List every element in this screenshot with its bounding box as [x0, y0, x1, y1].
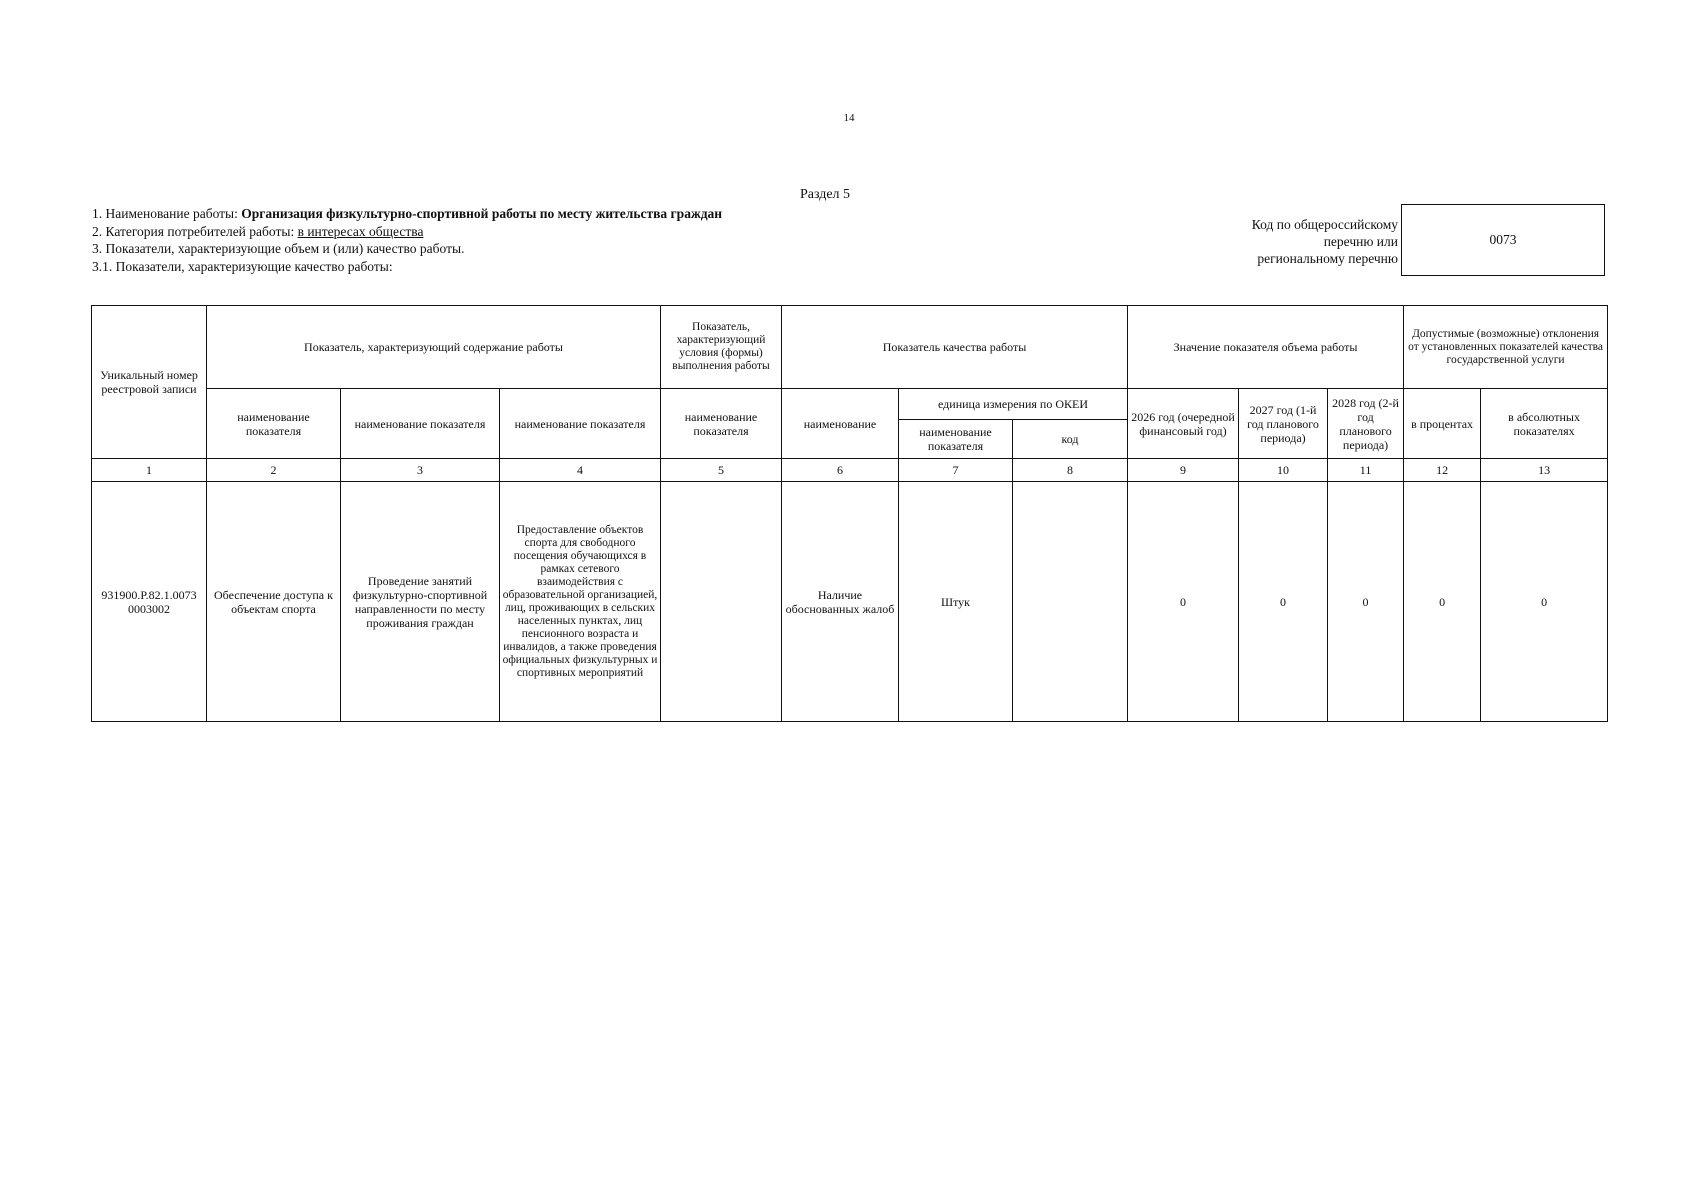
cell-value-2027: 0: [1239, 482, 1328, 722]
work-info: [92, 205, 992, 275]
column-number: 8: [1013, 459, 1128, 482]
column-number: 11: [1328, 459, 1404, 482]
header-value-group: Значение показателя объема работы: [1128, 306, 1404, 389]
column-numbers-row: [92, 459, 1608, 482]
code-label: [1150, 216, 1398, 267]
header-col6: наименование: [782, 389, 899, 459]
column-number: 10: [1239, 459, 1328, 482]
code-label-line-3: региональному перечню: [1257, 251, 1398, 266]
header-quality-group: Показатель качества работы: [782, 306, 1128, 389]
work-name-value: Организация физкультурно-спортивной работы по месту жительства граждан: [241, 206, 723, 221]
code-box: [1401, 204, 1605, 276]
work-name-label: 1. Наименование работы:: [92, 206, 242, 221]
indicators-heading: 3. Показатели, характеризующие объем и (или) качество работы.: [92, 241, 465, 256]
header-col4: наименование показателя: [500, 389, 661, 459]
cell-deviation-absolute: 0: [1481, 482, 1608, 722]
header-col10: 2027 год (1-й год планового периода): [1239, 389, 1328, 459]
cell-indicator5: [661, 482, 782, 722]
cell-value-2028: 0: [1328, 482, 1404, 722]
consumer-category-value: в интересах общества: [297, 223, 424, 239]
column-number: 5: [661, 459, 782, 482]
section-title: Раздел 5: [799, 187, 851, 202]
consumer-category-line: [92, 223, 992, 241]
header-col13: в абсолютных показателях: [1481, 389, 1608, 459]
cell-registry-number: 931900.Р.82.1.0073 0003002: [92, 482, 207, 722]
column-number: 2: [207, 459, 341, 482]
table-row: [92, 482, 1608, 722]
cell-indicator2: Обеспечение доступа к объектам спорта: [207, 482, 341, 722]
column-number: 12: [1404, 459, 1481, 482]
work-name-line: [92, 205, 992, 223]
header-okei: единица измерения по ОКЕИ: [899, 389, 1128, 420]
header-col2: наименование показателя: [207, 389, 341, 459]
column-number: 1: [92, 459, 207, 482]
header-col7: наименование показателя: [899, 420, 1013, 459]
code-label-line-1: Код по общероссийскому: [1251, 217, 1398, 232]
cell-deviation-percent: 0: [1404, 482, 1481, 722]
cell-indicator3: Проведение занятий физкультурно-спортивной направленности по месту проживания граждан: [341, 482, 500, 722]
column-number: 13: [1481, 459, 1608, 482]
consumer-category-label: 2. Категория потребителей работы:: [92, 223, 298, 239]
cell-value-2026: 0: [1128, 482, 1239, 722]
column-number: 7: [899, 459, 1013, 482]
header-unique-number: Уникальный номер реестровой записи: [92, 306, 207, 459]
cell-quality-name: Наличие обоснованных жалоб: [782, 482, 899, 722]
column-number: 6: [782, 459, 899, 482]
quality-indicators-table: [91, 305, 1608, 722]
header-content-group: Показатель, характеризующий содержание работы: [207, 306, 661, 389]
page-number: 14: [843, 112, 855, 124]
cell-unit-name: Штук: [899, 482, 1013, 722]
header-col8: код: [1013, 420, 1128, 459]
code-label-line-2: перечню или: [1323, 234, 1398, 249]
header-col11: 2028 год (2-й год планового периода): [1328, 389, 1404, 459]
header-col12: в процентах: [1404, 389, 1481, 459]
header-col9: 2026 год (очередной финансовый год): [1128, 389, 1239, 459]
header-col5: наименование показателя: [661, 389, 782, 459]
column-number: 3: [341, 459, 500, 482]
code-value: 0073: [1489, 232, 1517, 247]
header-deviation-group: Допустимые (возможные) отклонения от установленных показателей качества государственной услуги: [1404, 306, 1608, 389]
column-number: 4: [500, 459, 661, 482]
header-conditions-group: Показатель, характеризующий условия (формы) выполнения работы: [661, 306, 782, 389]
column-number: 9: [1128, 459, 1239, 482]
header-col3: наименование показателя: [341, 389, 500, 459]
quality-indicators-heading: 3.1. Показатели, характеризующие качество работы:: [92, 258, 393, 274]
cell-indicator4: Предоставление объектов спорта для свободного посещения обучающихся в рамках сетевого взаимодействия с образовательной организацией, лиц, проживающих в сельских населенных пунктах, лиц пенсионного возраста и инвалидов, а также проведения официальных физкультурных и спортивных мероприятий: [500, 482, 661, 722]
cell-unit-code: [1013, 482, 1128, 722]
